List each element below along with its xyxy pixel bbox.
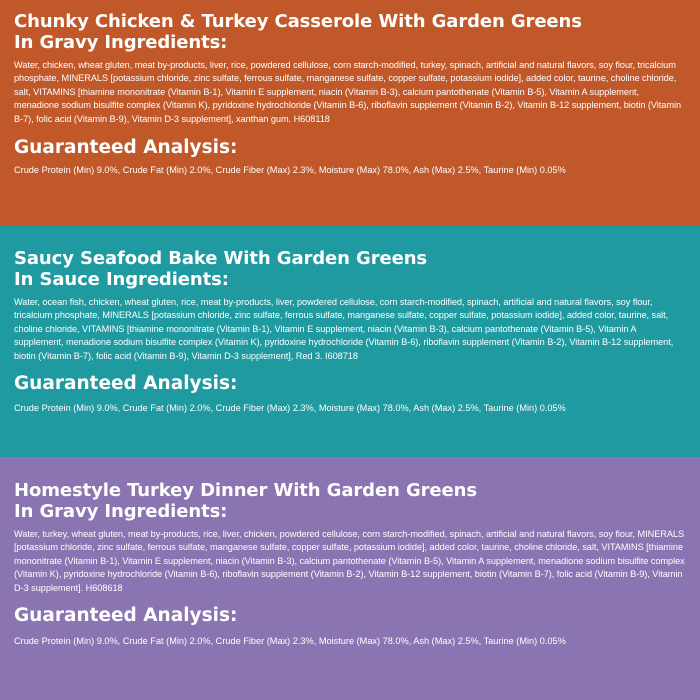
turkey-dinner-section [0,457,700,700]
section-title-line-2: In Gravy Ingredients: [14,501,228,522]
section-title-line-1: Homestyle Turkey Dinner With Garden Greens [14,480,477,501]
section-title-line-1: Saucy Seafood Bake With Garden Greens [14,248,428,269]
section-title-line-2: In Gravy Ingredients: [14,32,228,53]
guaranteed-analysis-heading: Guaranteed Analysis: [14,373,238,395]
guaranteed-analysis-text: Crude Protein (Min) 9.0%, Crude Fat (Min) 2.0%, Crude Fiber (Max) 2.3%, Moisture (Max) 78.0%, Ash (Max) 2.5%, Taurine (Min) 0.05% [14,636,566,647]
seafood-bake-section [0,226,700,457]
ingredients-text: Water, chicken, wheat gluten, meat by-products, liver, rice, powdered cellulose, corn starch-modified, turkey, spinach, artificial and natural flavors, soy flour, tricalcium phosphate, MINERALS [potassium chloride, zinc sulfate, ferrous sulfate, manganese sulfate, copper sulfate, potassium iodide], added color, taurine, choline chloride, salt, VITAMINS [thiamine mononitrate (Vitamin B-1), Vitamin E supplement, niacin (Vitamin B-3), calcium pantothenate (Vitamin B-5), Vitamin A supplement, menadione sodium bisulfite complex (Vitamin K), pyridoxine hydrochloride (Vitamin B-6), riboflavin supplement (Vitamin B-2), Vitamin B-12 supplement, biotin (Vitamin B-7), folic acid (Vitamin B-9), Vitamin D-3 supplement], xanthan gum. H608118 [14,60,682,124]
section-title [14,457,686,522]
section-title-line-2: In Sauce Ingredients: [14,269,229,290]
section-title-line-1: Chunky Chicken & Turkey Casserole With Garden Greens [14,11,582,32]
chicken-turkey-casserole-section [0,0,700,226]
guaranteed-analysis-text: Crude Protein (Min) 9.0%, Crude Fat (Min) 2.0%, Crude Fiber (Max) 2.3%, Moisture (Max) 78.0%, Ash (Max) 2.5%, Taurine (Min) 0.05% [14,403,566,414]
section-title [14,0,686,53]
section-title [14,226,686,290]
guaranteed-analysis-text: Crude Protein (Min) 9.0%, Crude Fat (Min) 2.0%, Crude Fiber (Max) 2.3%, Moisture (Max) 78.0%, Ash (Max) 2.5%, Taurine (Min) 0.05% [14,165,566,176]
guaranteed-analysis-heading: Guaranteed Analysis: [14,605,238,627]
ingredients-text: Water, turkey, wheat gluten, meat by-products, rice, liver, chicken, powdered cellulose, corn starch-modified, spinach, artificial and natural flavors, soy flour, MINERALS [potassium chloride, zinc sulfate, ferrous sulfate, manganese sulfate, copper sulfate, potassium iodide], added color, taurine, choline chloride, salt, VITAMINS [thiamine mononitrate (Vitamin B-1), Vitamin E supplement, niacin (Vitamin B-3), calcium pantothenate (Vitamin B-5), Vitamin A supplement, menadione sodium bisulfite complex (Vitamin K), pyridoxine hydrochloride (Vitamin B-6), riboflavin supplement (Vitamin B-2), Vitamin B-12 supplement, biotin (Vitamin B-7), folic acid (Vitamin B-9), Vitamin D-3 supplement]. H608618 [14,529,685,593]
ingredients-text: Water, ocean fish, chicken, wheat gluten, rice, meat by-products, liver, powdered cellulose, corn starch-modified, spinach, artificial and natural flavors, soy flour, tricalcium phosphate, MINERALS [potassium chloride, zinc sulfate, ferrous sulfate, manganese sulfate, copper sulfate, potassium iodide], added color, taurine, salt, choline chloride, VITAMINS [thiamine mononitrate (Vitamin B-1), Vitamin E supplement, niacin (Vitamin B-3), calcium pantothenate (Vitamin B-5), Vitamin A supplement, menadione sodium bisulfite complex (Vitamin K), pyridoxine hydrochloride (Vitamin B-6), riboflavin supplement (Vitamin B-2), Vitamin B-12 supplement, biotin (Vitamin B-7), folic acid (Vitamin B-9), Vitamin D-3 supplement], Red 3. I608718 [14,297,674,361]
guaranteed-analysis-heading: Guaranteed Analysis: [14,137,238,159]
